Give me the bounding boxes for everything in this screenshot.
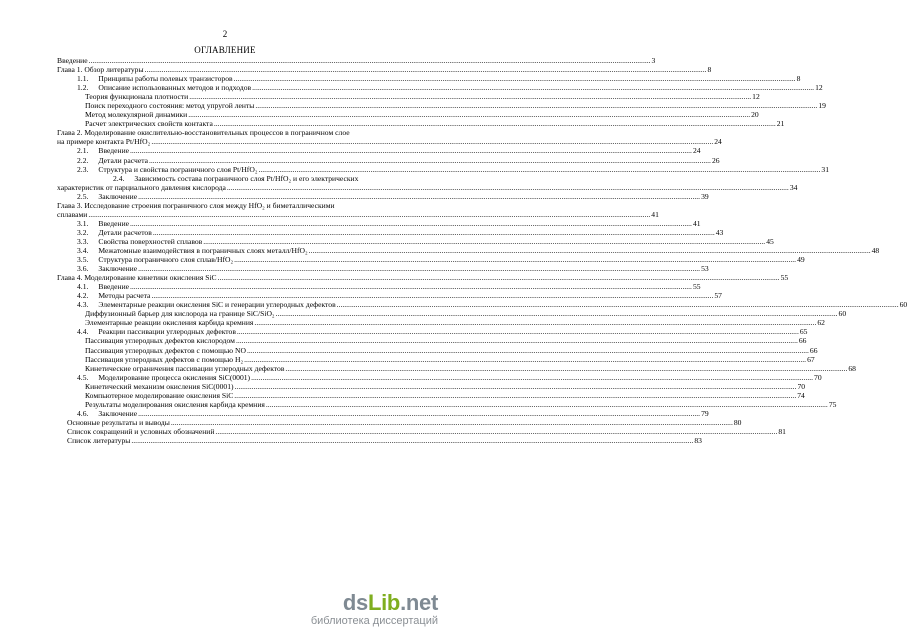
toc-leader-dots xyxy=(138,192,700,201)
toc-entry[interactable] xyxy=(57,426,786,436)
toc-leader-dots xyxy=(149,156,711,165)
toc-entry[interactable] xyxy=(57,83,823,93)
toc-entry-line[interactable] xyxy=(57,201,418,210)
page-number: 2 xyxy=(222,29,228,39)
toc-entry[interactable] xyxy=(57,245,880,255)
toc-entry-text: Детали расчета xyxy=(98,155,148,165)
toc-entry[interactable] xyxy=(57,155,720,165)
toc-entry-page: 34 xyxy=(789,182,798,192)
toc-entry-page: 74 xyxy=(797,390,805,400)
toc-entry-number: 4.5. xyxy=(77,372,89,382)
toc-entry-page: 39 xyxy=(701,191,709,201)
toc-entry-page: 45 xyxy=(766,236,774,246)
toc-leader-dots xyxy=(234,74,796,83)
toc-entry[interactable] xyxy=(57,372,822,382)
toc-entry[interactable] xyxy=(57,291,722,301)
toc-leader-dots xyxy=(171,418,733,427)
toc-entry-page: 24 xyxy=(692,146,701,156)
toc-entry-text: Введение xyxy=(98,282,129,292)
toc-entry-page: 68 xyxy=(848,363,856,373)
toc-entry[interactable] xyxy=(57,390,805,400)
toc-entry-page: 43 xyxy=(715,227,724,237)
toc-entry[interactable] xyxy=(57,273,789,283)
toc-entry-number: 3.1. xyxy=(77,218,89,228)
toc-entry-text: Метод молекулярной динамики xyxy=(85,110,188,120)
toc-entry-page: 53 xyxy=(701,264,709,274)
toc-entry-text: Основные результаты и выводы xyxy=(67,417,170,427)
toc-entry-text: Теория функционала плотности xyxy=(85,92,189,102)
toc-leader-dots xyxy=(309,246,871,255)
toc-entry[interactable] xyxy=(57,227,724,237)
toc-entry[interactable] xyxy=(57,327,808,337)
toc-entry-number: 4.4. xyxy=(77,327,89,337)
toc-entry-number: 2.4. xyxy=(113,173,125,183)
toc-entry-text: Моделирование процесса окисления SiC(0001) xyxy=(98,372,251,382)
toc-entry-text: Глава 3. Исследование строения пограничного слоя между HfO₂ и биметаллическими xyxy=(57,200,335,210)
toc-entry-text: Заключение xyxy=(98,408,138,418)
toc-entry[interactable] xyxy=(57,417,742,427)
toc-leader-dots xyxy=(255,101,817,110)
dslib-logo[interactable] xyxy=(311,592,438,628)
toc-entry[interactable] xyxy=(57,435,702,445)
toc-leader-dots xyxy=(153,228,715,237)
toc-entry[interactable] xyxy=(57,101,826,111)
toc-entry-continuation[interactable] xyxy=(57,209,659,219)
toc-entry-page: 26 xyxy=(711,155,720,165)
toc-entry-number: 2.2. xyxy=(77,155,89,165)
toc-entry-text: Структура и свойства пограничного слоя Pt/HfO₂ xyxy=(98,164,258,174)
toc-leader-dots xyxy=(151,291,713,300)
toc-entry-page: 60 xyxy=(899,300,907,310)
toc-entry-text: Глава 2. Моделирование окислительно-восстановительных процессов в пограничном слое xyxy=(57,128,350,138)
toc-entry[interactable] xyxy=(57,255,805,265)
toc-entry-number: 4.3. xyxy=(77,300,89,310)
toc-entry[interactable] xyxy=(57,345,818,355)
toc-entry[interactable] xyxy=(57,264,709,274)
toc-entry-text: Список сокращений и условных обозначений xyxy=(67,426,215,436)
toc-entry[interactable] xyxy=(57,336,807,346)
toc-leader-dots xyxy=(215,427,777,436)
toc-leader-dots xyxy=(227,183,789,192)
toc-entry-number: 3.4. xyxy=(77,245,89,255)
toc-entry[interactable] xyxy=(57,354,815,364)
toc-entry-page: 12 xyxy=(752,92,760,102)
table-of-contents xyxy=(57,56,907,445)
toc-leader-dots xyxy=(138,409,700,418)
toc-entry-page: 66 xyxy=(809,345,818,355)
toc-entry[interactable] xyxy=(57,74,801,84)
toc-entry-text: Кинетический механизм окисления SiC(0001) xyxy=(85,381,234,391)
toc-leader-dots xyxy=(234,391,796,400)
toc-leader-dots xyxy=(266,400,828,409)
toc-entry-number: 1.2. xyxy=(77,83,89,93)
toc-leader-dots xyxy=(214,119,776,128)
toc-entry-number: 3.2. xyxy=(77,227,89,237)
toc-entry-number: 1.1. xyxy=(77,74,89,84)
toc-leader-dots xyxy=(285,364,847,373)
dslib-tagline: библиотека диссертаций xyxy=(310,615,438,627)
toc-entry-page: 60 xyxy=(838,309,847,319)
toc-entry[interactable] xyxy=(57,408,709,418)
toc-entry-page: 62 xyxy=(817,318,825,328)
toc-entry-text: Расчет электрических свойств контакта xyxy=(85,119,213,129)
toc-entry-page: 67 xyxy=(807,354,815,364)
toc-leader-dots xyxy=(251,373,813,382)
toc-entry-line[interactable] xyxy=(57,174,418,183)
toc-leader-dots xyxy=(203,237,765,246)
toc-entry-page: 8 xyxy=(796,74,801,84)
watermark-footer xyxy=(0,586,450,636)
toc-entry-text: Глава 4. Моделирование кинетики окисления SiC xyxy=(57,273,217,283)
toc-entry-text: Элементарные реакции окисления SiC и генерации углеродных дефектов xyxy=(98,300,336,310)
toc-entry[interactable] xyxy=(57,218,701,228)
toc-leader-dots xyxy=(151,137,713,146)
toc-entry-text: Заключение xyxy=(98,264,138,274)
toc-entry-text: Реакции пассивации углеродных дефектов xyxy=(98,327,236,337)
toc-entry-page: 8 xyxy=(707,65,712,75)
toc-entry-page: 66 xyxy=(798,336,807,346)
toc-entry[interactable] xyxy=(57,92,760,102)
dslib-brand: dsLib.net xyxy=(342,590,438,615)
toc-leader-dots xyxy=(145,65,707,74)
toc-entry-text-continued: характеристик от парциального давления кислорода xyxy=(57,182,226,192)
toc-entry[interactable] xyxy=(57,110,759,120)
toc-entry-page: 48 xyxy=(871,245,880,255)
toc-entry-text: Компьютерное моделирование окисления SiC xyxy=(85,390,234,400)
toc-entry-page: 3 xyxy=(651,56,656,65)
toc-leader-dots xyxy=(237,327,799,336)
toc-leader-dots xyxy=(131,436,693,445)
toc-entry-text: Введение xyxy=(57,56,88,65)
toc-entry-page: 21 xyxy=(776,119,785,129)
toc-entry-text: Пассивация углеродных дефектов кислородом xyxy=(85,336,235,346)
toc-entry[interactable] xyxy=(57,363,856,373)
toc-entry-number: 4.6. xyxy=(77,408,89,418)
toc-entry-page: 83 xyxy=(694,435,702,445)
toc-entry-number: 4.1. xyxy=(77,282,89,292)
toc-entry-page: 79 xyxy=(701,408,709,418)
toc-entry[interactable] xyxy=(57,191,709,201)
toc-leader-dots xyxy=(337,300,899,309)
toc-entry-page: 80 xyxy=(733,417,742,427)
toc-entry-text: Элементарные реакции окисления карбида кремния xyxy=(85,318,254,328)
toc-entry-number: 4.2. xyxy=(77,291,89,301)
toc-leader-dots xyxy=(88,210,650,219)
toc-leader-dots xyxy=(235,382,797,391)
toc-entry-text-continued: сплавами xyxy=(57,209,88,219)
toc-entry-page: 24 xyxy=(714,137,722,147)
toc-entry[interactable] xyxy=(57,164,829,174)
toc-entry-page: 55 xyxy=(692,282,701,292)
toc-leader-dots xyxy=(234,255,796,264)
toc-entry-text: Диффузионный барьер для кислорода на границе SiC/SiO₂ xyxy=(85,309,275,319)
toc-leader-dots xyxy=(89,56,651,65)
toc-entry-number: 3.6. xyxy=(77,264,89,274)
toc-leader-dots xyxy=(244,355,806,364)
toc-entry[interactable] xyxy=(57,146,701,156)
toc-leader-dots xyxy=(138,264,700,273)
toc-entry-text: Введение xyxy=(98,218,129,228)
toc-entry-line[interactable] xyxy=(57,128,418,137)
toc-leader-dots xyxy=(236,336,798,345)
toc-entry-number: 2.1. xyxy=(77,146,89,156)
toc-entry-text: Описание использованных методов и подходов xyxy=(98,83,252,93)
toc-leader-dots xyxy=(247,346,809,355)
toc-entry-page: 31 xyxy=(821,164,829,174)
toc-entry-text: Кинетические ограничения пассивации углеродных дефектов xyxy=(85,363,285,373)
toc-leader-dots xyxy=(130,282,692,291)
toc-entry[interactable] xyxy=(57,119,785,129)
toc-leader-dots xyxy=(252,83,814,92)
toc-entry-page: 12 xyxy=(815,83,823,93)
toc-entry-page: 41 xyxy=(651,209,659,219)
toc-leader-dots xyxy=(189,92,751,101)
toc-entry[interactable] xyxy=(57,309,847,319)
toc-entry-page: 57 xyxy=(714,291,722,301)
toc-entry[interactable] xyxy=(57,399,837,409)
toc-leader-dots xyxy=(218,273,780,282)
toc-entry[interactable] xyxy=(57,300,907,310)
toc-entry-page: 19 xyxy=(818,101,826,111)
toc-entry-text: Список литературы xyxy=(67,435,131,445)
toc-entry-text: Межатомные взаимодействия в пограничных слоях металл/HfO₂ xyxy=(98,245,308,255)
toc-entry[interactable] xyxy=(57,381,806,391)
toc-entry-text: Заключение xyxy=(98,191,138,201)
toc-entry-text: Зависимость состава пограничного слоя Pt/HfO₂ и его электрических xyxy=(134,173,359,183)
toc-entry-page: 41 xyxy=(692,218,701,228)
toc-entry-page: 65 xyxy=(799,327,808,337)
toc-leader-dots xyxy=(254,318,816,327)
toc-entry-continuation[interactable] xyxy=(57,182,798,192)
toc-leader-dots xyxy=(130,219,692,228)
toc-entry-text: Пассивация углеродных дефектов с помощью NO xyxy=(85,345,246,355)
toc-entry-text: Глава 1. Обзор литературы xyxy=(57,65,144,75)
toc-leader-dots xyxy=(188,110,750,119)
toc-entry-text: Детали расчетов xyxy=(98,227,152,237)
toc-entry[interactable] xyxy=(57,236,774,246)
toc-entry-number: 3.5. xyxy=(77,255,89,265)
toc-entry-text: Методы расчета xyxy=(98,291,151,301)
toc-title: ОГЛАВЛЕНИЕ xyxy=(194,45,256,55)
toc-leader-dots xyxy=(258,165,820,174)
toc-entry[interactable] xyxy=(57,318,825,328)
toc-entry-text: Введение xyxy=(98,146,129,156)
toc-leader-dots xyxy=(130,146,692,155)
toc-entry-text: Принципы работы полевых транзисторов xyxy=(98,74,233,84)
toc-entry[interactable] xyxy=(57,56,656,65)
toc-entry-page: 70 xyxy=(814,372,822,382)
toc-entry-page: 70 xyxy=(797,381,806,391)
toc-entry-page: 55 xyxy=(780,273,789,283)
toc-entry-text: Результаты моделирования окисления карбида кремния xyxy=(85,399,265,409)
toc-entry-number: 2.3. xyxy=(77,164,89,174)
toc-entry-page: 75 xyxy=(828,399,837,409)
toc-entry-text: Структура пограничного слоя сплав/HfO₂ xyxy=(98,255,234,265)
toc-entry-text: Пассивация углеродных дефектов с помощью H₂ xyxy=(85,354,244,364)
toc-leader-dots xyxy=(276,309,838,318)
toc-entry[interactable] xyxy=(57,65,712,75)
toc-entry-page: 20 xyxy=(751,110,759,120)
toc-entry-page: 81 xyxy=(778,426,786,436)
toc-entry[interactable] xyxy=(57,282,701,292)
toc-entry-page: 49 xyxy=(797,255,805,265)
toc-entry-text: Свойства поверхностей сплавов xyxy=(98,236,203,246)
toc-entry-number: 2.5. xyxy=(77,191,89,201)
toc-entry-continuation[interactable] xyxy=(57,137,722,147)
toc-entry-number: 3.3. xyxy=(77,236,89,246)
toc-entry-text: Поиск переходного состояния: метод упругой ленты xyxy=(85,101,255,111)
toc-entry-text-continued: на примере контакта Pt/HfO₂ xyxy=(57,137,151,147)
